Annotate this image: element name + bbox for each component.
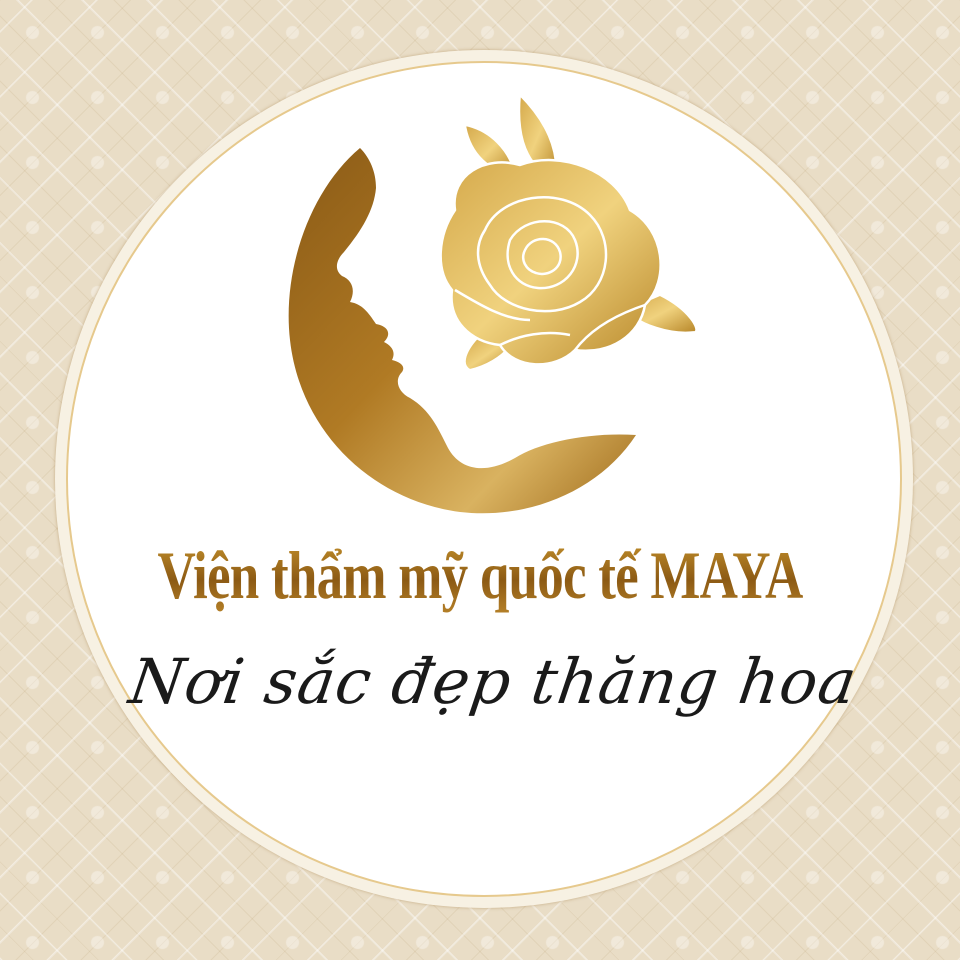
face-rose-emblem-icon [270,80,710,530]
brand-tagline: Nơi sắc đẹp thăng hoa [124,645,862,718]
rose-icon [441,160,661,364]
brand-name: Viện thẩm mỹ quốc tế MAYA [152,535,807,617]
